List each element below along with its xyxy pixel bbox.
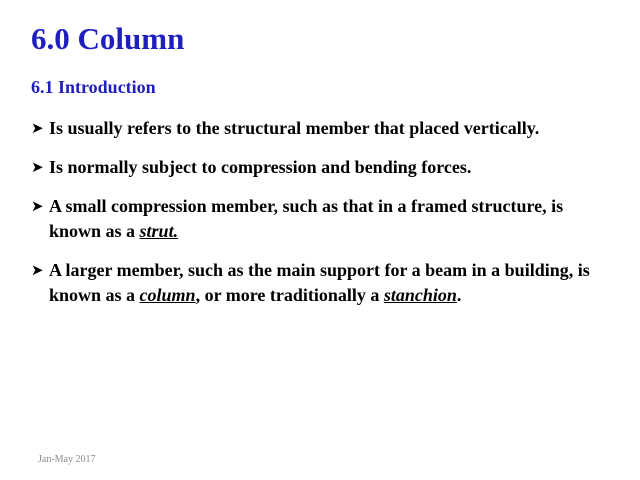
arrowhead-bullet-icon: ➤ bbox=[31, 197, 44, 215]
term-column: column bbox=[139, 285, 196, 305]
bullet-text: . bbox=[456, 285, 462, 305]
arrowhead-bullet-icon: ➤ bbox=[31, 119, 44, 137]
arrowhead-bullet-icon: ➤ bbox=[31, 158, 44, 176]
bullet-text: Is usually refers to the structural member that placed vertically. bbox=[49, 118, 540, 138]
bullet-item bbox=[31, 194, 611, 244]
bullet-item bbox=[31, 116, 611, 141]
bullet-item bbox=[31, 155, 611, 180]
bullet-text: , or more traditionally a bbox=[195, 285, 384, 305]
term-stanchion: stanchion bbox=[383, 285, 457, 305]
arrowhead-bullet-icon: ➤ bbox=[31, 261, 44, 279]
bullet-item bbox=[31, 258, 611, 308]
section-heading: 6.1 Introduction bbox=[31, 77, 156, 97]
slide-title: 6.0 Column bbox=[31, 21, 185, 56]
bullet-list bbox=[31, 116, 611, 322]
term-strut: strut. bbox=[139, 221, 179, 241]
bullet-text: A small compression member, such as that in a framed structure, is known as a bbox=[49, 196, 564, 241]
bullet-text: A larger member, such as the main support for a beam in a building, is known as a bbox=[49, 260, 590, 305]
bullet-text: Is normally subject to compression and bending forces. bbox=[49, 157, 472, 177]
footer-date: Jan-May 2017 bbox=[38, 454, 96, 465]
